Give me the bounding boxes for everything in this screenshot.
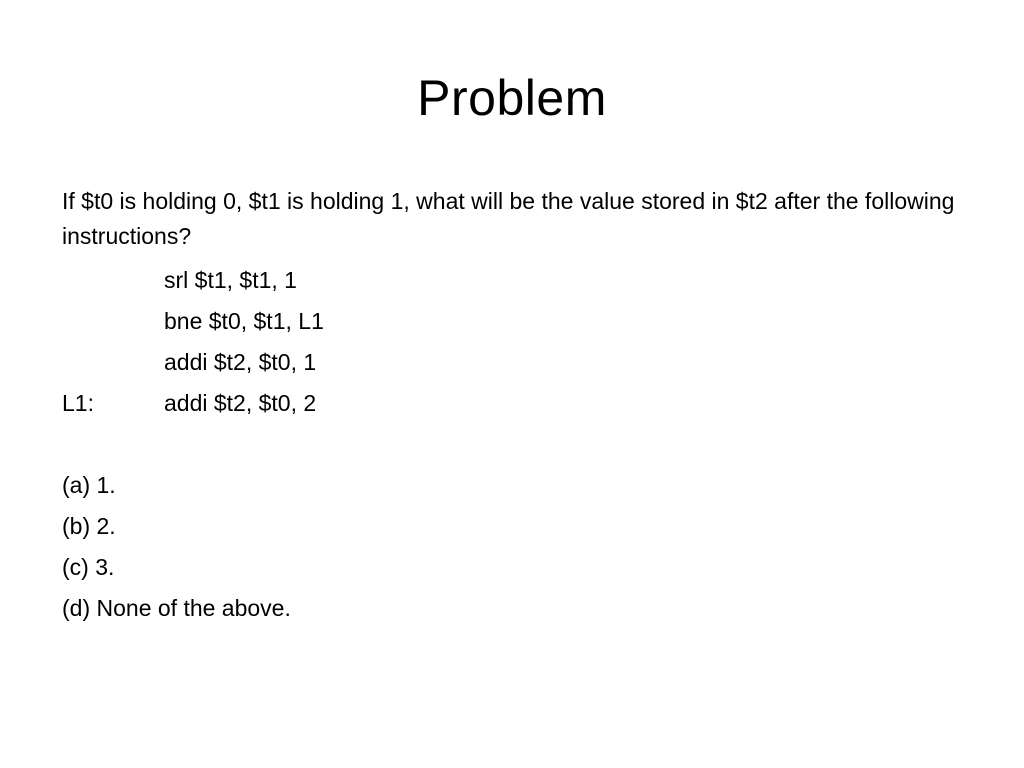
- code-label: L1:: [62, 390, 94, 416]
- slide-body: [62, 184, 962, 629]
- answer-options: [62, 465, 962, 629]
- code-instruction: addi $t2, $t0, 1: [164, 349, 317, 375]
- code-line: [62, 383, 962, 424]
- answer-option-a: (a) 1.: [62, 472, 116, 498]
- question-text: If $t0 is holding 0, $t1 is holding 1, what will be the value stored in $t2 after the following instructions?: [62, 188, 955, 249]
- code-instruction: srl $t1, $t1, 1: [164, 267, 297, 293]
- answer-option-d: (d) None of the above.: [62, 595, 291, 621]
- code-line: [62, 301, 962, 342]
- answer-option-c: (c) 3.: [62, 554, 115, 580]
- answer-option-b: (b) 2.: [62, 513, 116, 539]
- code-instruction: addi $t2, $t0, 2: [164, 390, 317, 416]
- code-block: [62, 260, 962, 424]
- code-line: [62, 342, 962, 383]
- code-line: [62, 260, 962, 301]
- slide-title: Problem: [417, 70, 607, 126]
- code-instruction: bne $t0, $t1, L1: [164, 308, 324, 334]
